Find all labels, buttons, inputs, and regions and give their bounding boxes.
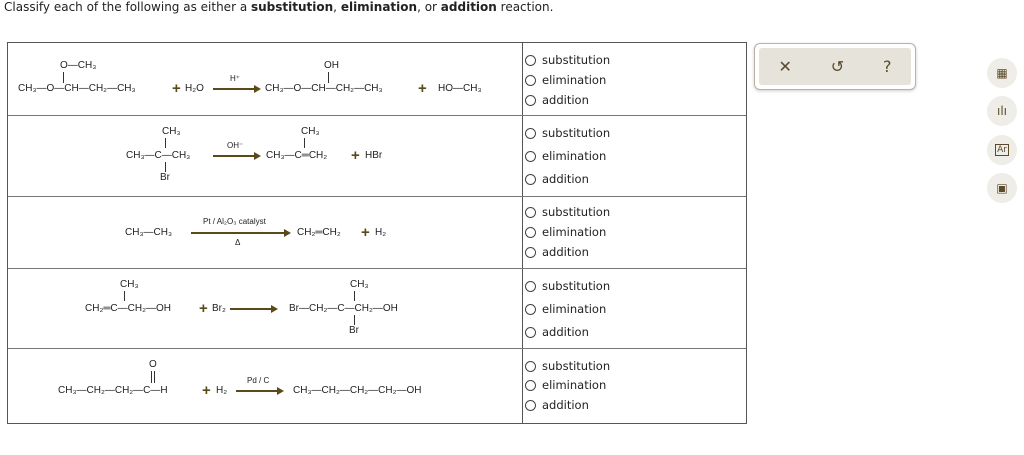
radio-icon[interactable] — [525, 227, 536, 238]
radio-elimination-4[interactable] — [525, 302, 606, 316]
radio-substitution-3[interactable] — [525, 205, 610, 219]
reaction-arrow — [213, 88, 255, 90]
plus-sign: + — [199, 300, 208, 317]
option-label: elimination — [542, 302, 607, 316]
radio-icon[interactable] — [525, 95, 536, 106]
plus-sign: + — [361, 224, 370, 241]
reaction-arrow — [230, 308, 272, 310]
calculator-glyph: ▦ — [996, 66, 1008, 80]
reactant: CH₃—O—CH—CH₂—CH₃ — [18, 83, 136, 94]
product: CH₂═CH₂ — [297, 227, 341, 238]
reaction-arrow — [213, 155, 255, 157]
book-icon[interactable] — [987, 173, 1017, 203]
radio-icon[interactable] — [525, 128, 536, 139]
reactant: CH₃—C—CH₃ — [126, 150, 191, 161]
option-label: addition — [542, 245, 589, 259]
radio-addition-3[interactable] — [525, 245, 589, 259]
catalyst: Pt / Al₂O₃ catalyst — [203, 217, 266, 226]
radio-elimination-2[interactable] — [525, 149, 606, 163]
radio-addition-4[interactable] — [525, 325, 589, 339]
catalyst: OH⁻ — [227, 141, 244, 150]
close-icon[interactable]: ✕ — [778, 57, 792, 76]
periodic-table-glyph: Ar — [997, 145, 1007, 155]
product: CH₃—CH₂—CH₂—CH₂—OH — [293, 385, 422, 396]
product-2: H₂ — [375, 227, 387, 238]
reaction-row-2 — [8, 116, 746, 196]
radio-icon[interactable] — [525, 400, 536, 411]
option-label: addition — [542, 172, 589, 186]
radio-icon[interactable] — [525, 327, 536, 338]
product-2: HBr — [365, 150, 383, 161]
reaction-table — [7, 42, 747, 424]
reactant: CH₃—CH₃ — [125, 227, 173, 238]
product: CH₃—C═CH₂ — [266, 150, 328, 161]
substituent: CH₃ — [162, 126, 181, 137]
plus-sign: + — [418, 80, 427, 97]
radio-elimination-5[interactable] — [525, 378, 606, 392]
book-glyph: ▣ — [996, 181, 1008, 195]
reaction-row-3 — [8, 197, 746, 268]
calculator-icon[interactable] — [987, 58, 1017, 88]
radio-icon[interactable] — [525, 55, 536, 66]
reagent: H₂O — [185, 83, 204, 94]
reset-icon[interactable]: ↺ — [830, 57, 845, 76]
option-label: addition — [542, 93, 589, 107]
radio-icon[interactable] — [525, 75, 536, 86]
radio-icon[interactable] — [525, 207, 536, 218]
answer-toolbar — [754, 43, 916, 90]
radio-icon[interactable] — [525, 361, 536, 372]
radio-elimination-1[interactable] — [525, 73, 606, 87]
option-label: addition — [542, 325, 589, 339]
radio-icon[interactable] — [525, 174, 536, 185]
radio-icon[interactable] — [525, 380, 536, 391]
radio-substitution-1[interactable] — [525, 53, 610, 67]
radio-icon[interactable] — [525, 151, 536, 162]
substituent: O—CH₃ — [60, 60, 97, 71]
chart-glyph: ılı — [996, 104, 1007, 118]
product-2: HO—CH₃ — [438, 83, 482, 94]
option-label: addition — [542, 398, 589, 412]
option-label: substitution — [542, 205, 611, 219]
radio-substitution-5[interactable] — [525, 359, 610, 373]
radio-addition-5[interactable] — [525, 398, 589, 412]
reaction-row-4 — [8, 269, 746, 348]
catalyst: H⁺ — [230, 74, 240, 83]
reagent: H₂ — [216, 385, 228, 396]
reagent: Br₂ — [212, 303, 226, 314]
reaction-arrow — [191, 232, 285, 234]
radio-icon[interactable] — [525, 281, 536, 292]
reaction-arrow — [236, 390, 278, 392]
reactant: CH₃—CH₂—CH₂—C—H — [58, 385, 168, 396]
substituent: CH₃ — [301, 126, 320, 137]
reaction-row-1 — [8, 43, 746, 115]
option-label: substitution — [542, 126, 611, 140]
radio-addition-2[interactable] — [525, 172, 589, 186]
substituent: CH₃ — [350, 279, 369, 290]
substituent: Br — [349, 325, 359, 336]
substituent: OH — [324, 60, 339, 71]
option-label: elimination — [542, 378, 607, 392]
periodic-table-icon[interactable] — [987, 135, 1017, 165]
plus-sign: + — [202, 382, 211, 399]
radio-substitution-2[interactable] — [525, 126, 610, 140]
option-label: substitution — [542, 279, 611, 293]
substituent: O — [149, 359, 157, 370]
option-label: elimination — [542, 73, 607, 87]
reactant: CH₂═C—CH₂—OH — [85, 303, 171, 314]
plus-sign: + — [351, 147, 360, 164]
radio-addition-1[interactable] — [525, 93, 589, 107]
option-label: elimination — [542, 225, 607, 239]
product: CH₃—O—CH—CH₂—CH₃ — [265, 83, 383, 94]
radio-icon[interactable] — [525, 304, 536, 315]
product: Br—CH₂—C—CH₂—OH — [289, 303, 398, 314]
reaction-row-5 — [8, 349, 746, 423]
option-label: elimination — [542, 149, 607, 163]
option-label: substitution — [542, 53, 611, 67]
substituent: CH₃ — [120, 279, 139, 290]
catalyst: Pd / C — [247, 376, 270, 385]
radio-elimination-3[interactable] — [525, 225, 606, 239]
option-label: substitution — [542, 359, 611, 373]
chart-icon[interactable] — [987, 96, 1017, 126]
radio-substitution-4[interactable] — [525, 279, 610, 293]
question-text: Classify each of the following as either a substitution, elimination, or addition reaction. — [4, 0, 554, 14]
plus-sign: + — [172, 80, 181, 97]
heat-symbol: Δ — [235, 238, 241, 247]
radio-icon[interactable] — [525, 247, 536, 258]
help-icon[interactable]: ? — [883, 57, 892, 76]
substituent: Br — [160, 172, 170, 183]
